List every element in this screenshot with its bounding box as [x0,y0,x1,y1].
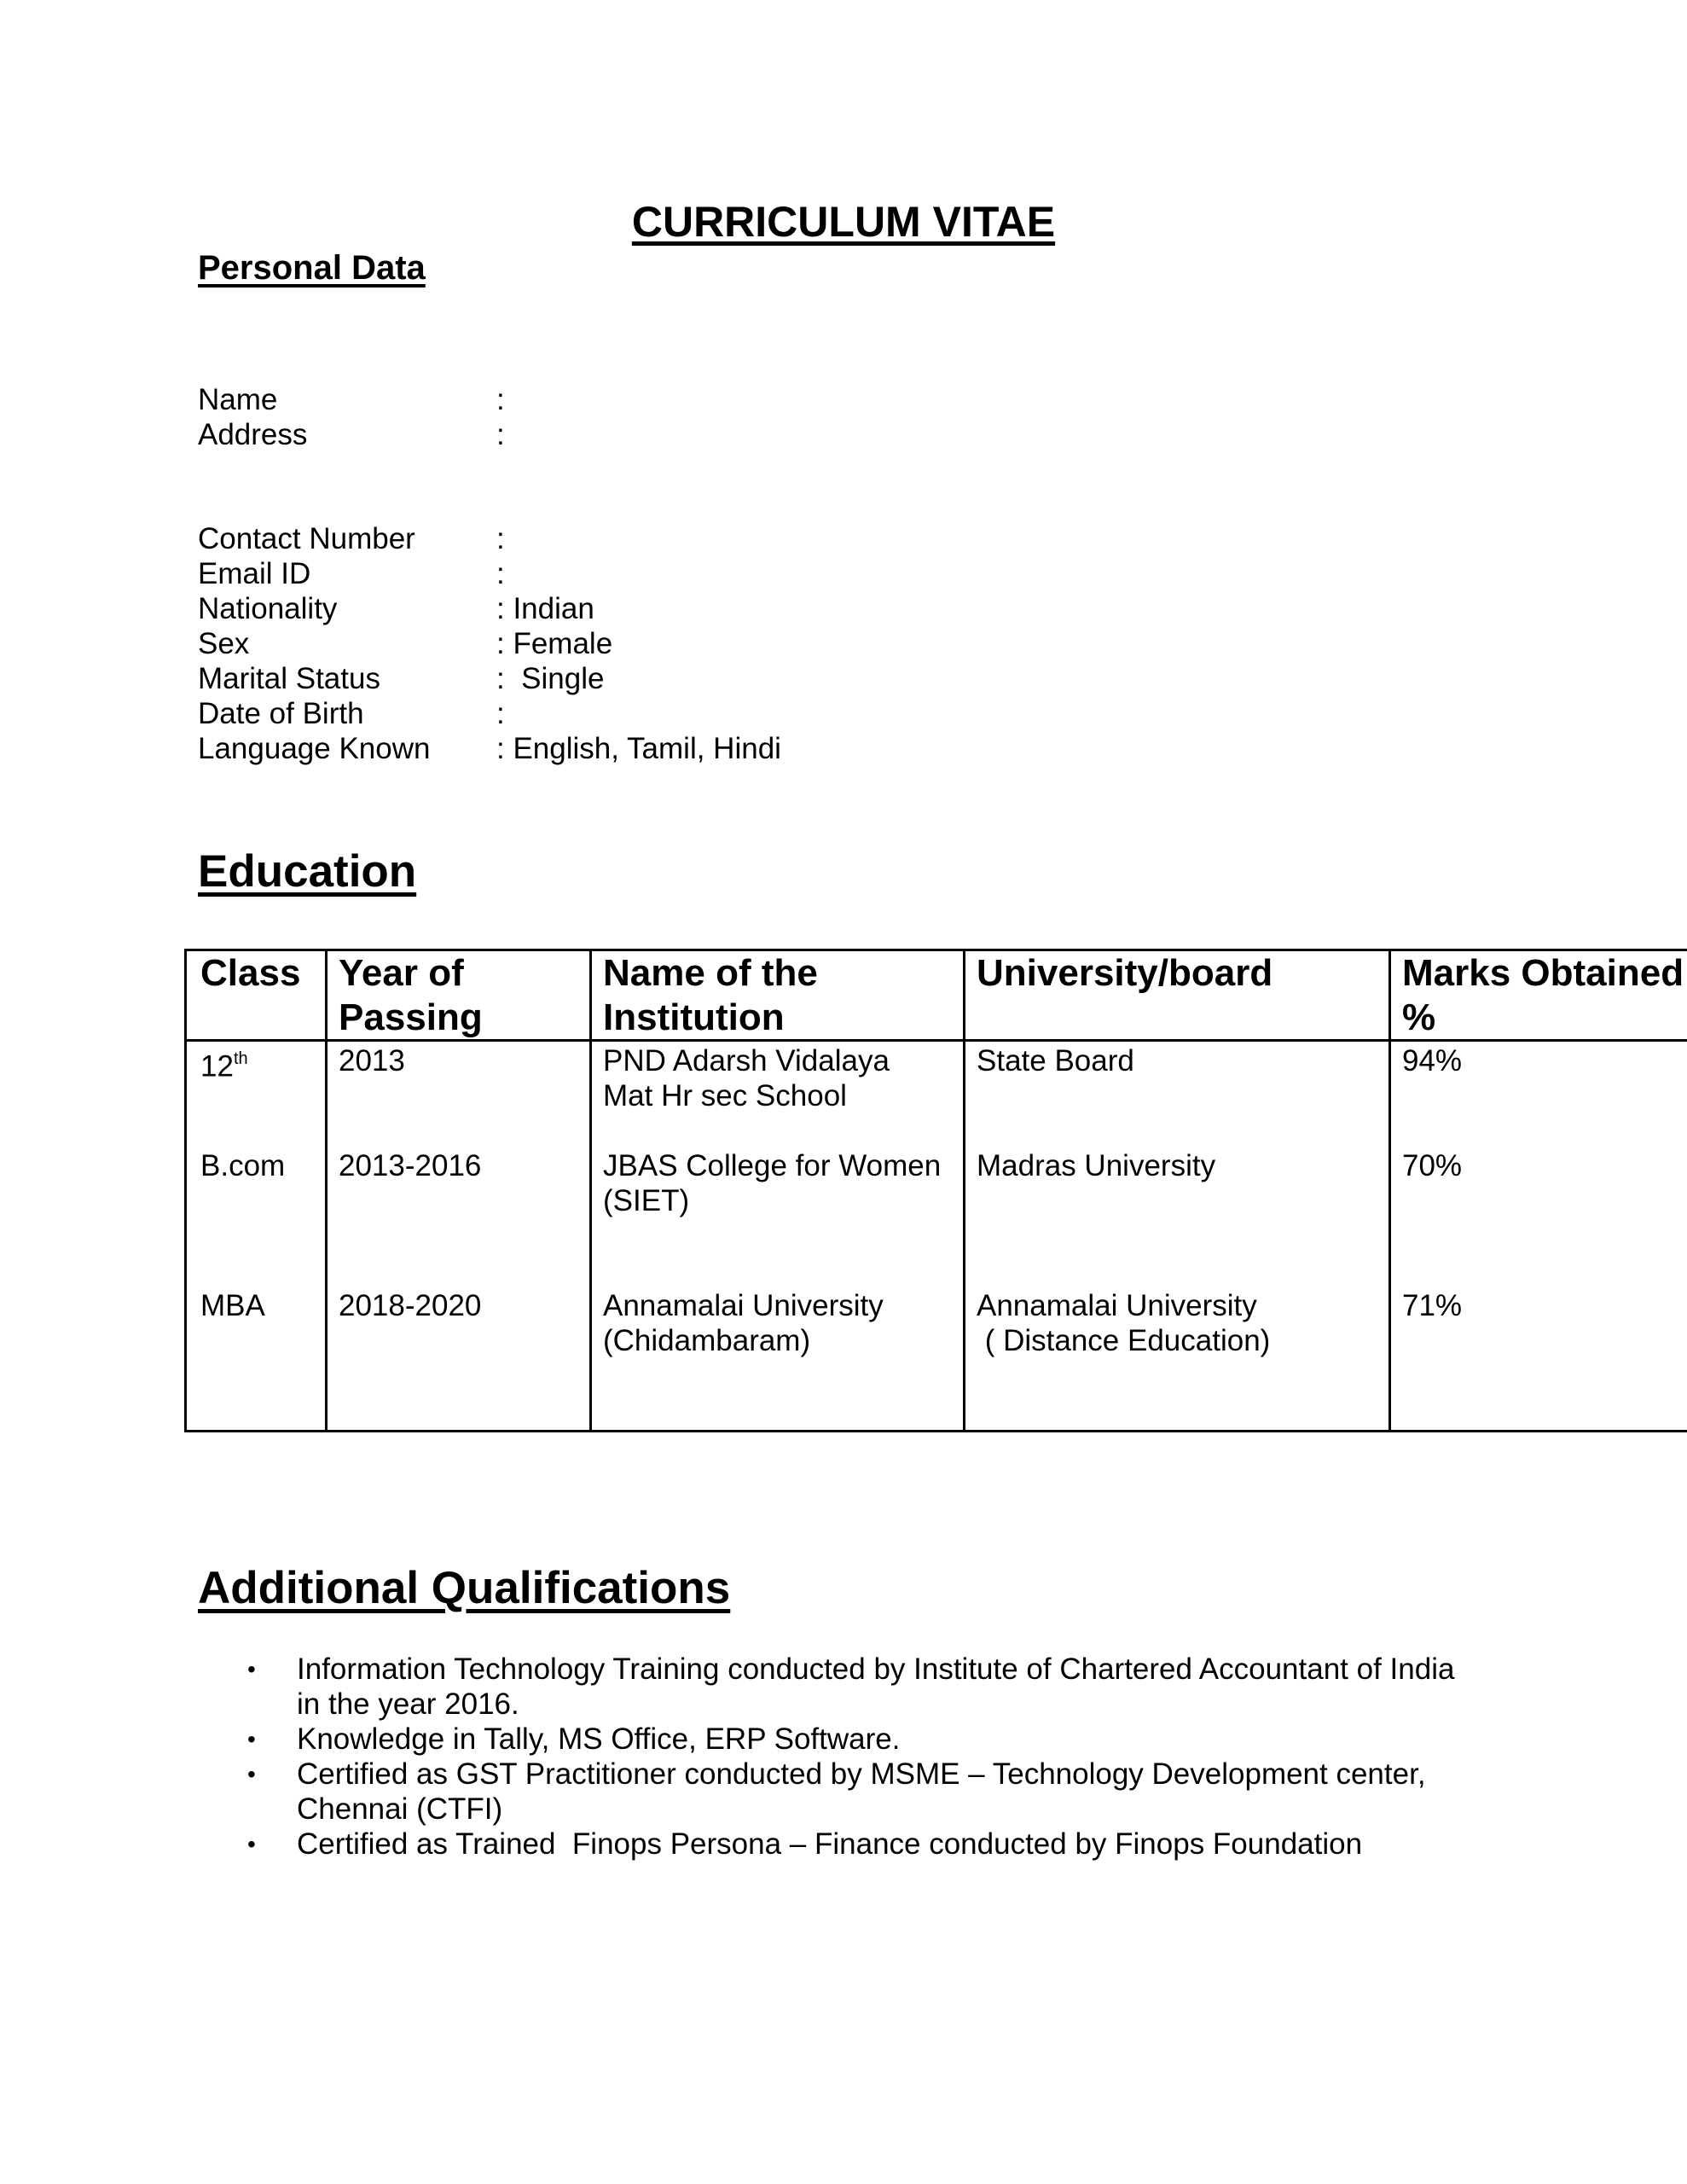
cell-class: 12th [200,1049,248,1083]
personal-data-heading: Personal Data [198,249,426,287]
header-university-board: University/board [977,952,1273,994]
cell-institution: JBAS College for Women (SIET) [603,1149,942,1217]
field-value: : Female [496,627,613,660]
header-year-of-passing: Year of Passing [339,952,483,1038]
additional-qualifications-heading: Additional Qualifications [198,1563,731,1613]
field-label: Marital Status [198,662,380,695]
column-divider [325,951,328,1430]
field-value: : [496,697,505,730]
education-heading: Education [198,846,417,897]
list-item: • Knowledge in Tally, MS Office, ERP Software. [247,1722,901,1756]
cell-board: Madras University [977,1149,1216,1182]
list-item: • Certified as GST Practitioner conducted by MSME – Technology Development center, Chennai (CTFI) [247,1757,1426,1826]
column-divider [1388,951,1391,1430]
qualifications-list [198,1652,1528,1862]
field-value: : Single [496,662,605,695]
list-item: • Certified as Trained Finops Persona – Finance conducted by Finops Foundation [247,1827,1363,1861]
header-marks-obtained: Marks Obtained % [1402,952,1684,1038]
field-value: : English, Tamil, Hindi [496,732,781,765]
bullet-icon: • [247,1726,256,1752]
cell-year: 2013 [339,1044,405,1077]
column-divider [963,951,965,1430]
field-label: Contact Number [198,522,415,555]
list-item: • Information Technology Training conducted by Institute of Chartered Accountant of India in the year 2016. [247,1653,1455,1721]
cell-year: 2013-2016 [339,1149,482,1182]
bullet-icon: • [247,1761,256,1787]
page-title: CURRICULUM VITAE [631,198,1056,246]
cell-marks: 71% [1402,1289,1463,1322]
cell-board: State Board [977,1044,1134,1077]
bullet-icon: • [247,1831,256,1857]
field-label: Language Known [198,732,431,765]
header-class: Class [200,952,301,994]
field-label: Date of Birth [198,697,364,730]
cell-institution: PND Adarsh Vidalaya Mat Hr sec School [603,1044,890,1112]
column-divider [589,951,592,1430]
field-label: Name [198,383,278,416]
bullet-icon: • [247,1656,256,1682]
field-value: : [496,557,505,590]
education-table [184,949,1687,1432]
field-value: : Indian [496,592,594,625]
cell-marks: 70% [1402,1149,1463,1182]
cell-marks: 94% [1402,1044,1463,1077]
field-label: Nationality [198,592,338,625]
cell-class: MBA [200,1289,265,1322]
cell-class: B.com [200,1149,286,1182]
cell-board: Annamalai University ( Distance Education) [977,1289,1271,1357]
field-label: Email ID [198,557,311,590]
header-institution: Name of the Institution [603,952,818,1038]
cell-year: 2018-2020 [339,1289,482,1322]
field-value: : [496,522,505,555]
cell-institution: Annamalai University (Chidambaram) [603,1289,884,1357]
field-label: Address [198,418,308,451]
field-value: : [496,418,505,451]
field-value: : [496,383,505,416]
field-label: Sex [198,627,250,660]
